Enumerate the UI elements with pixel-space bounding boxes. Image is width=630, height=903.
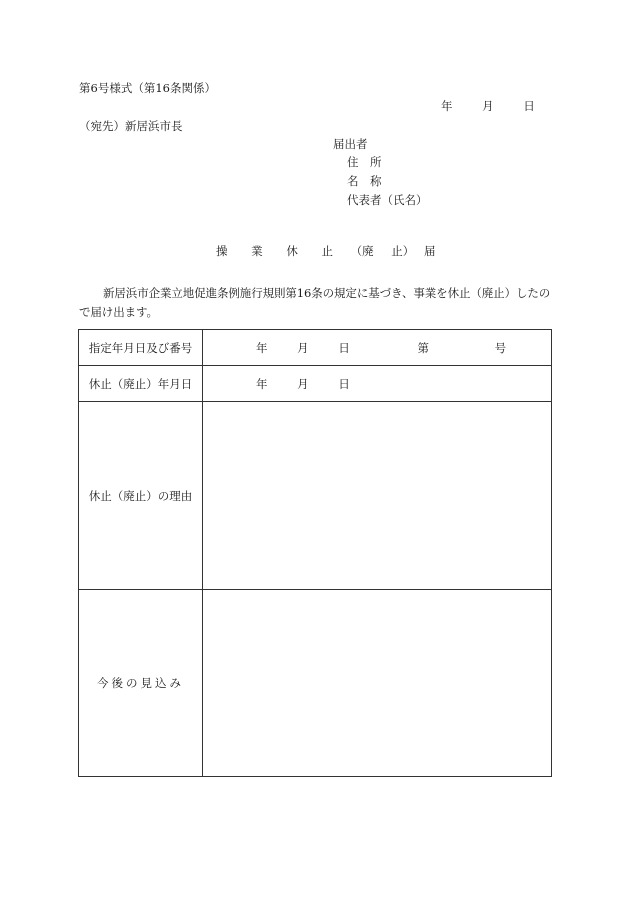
- title-char: 届: [423, 244, 436, 258]
- suspension-date-label: 休止（廃止）年月日: [79, 366, 203, 402]
- addressee: （宛先）新居浜市長: [79, 119, 183, 133]
- title-char: 業: [251, 244, 263, 258]
- date-month-label: 月: [482, 99, 494, 113]
- title-char: 止）: [391, 244, 415, 258]
- name-label: 名 称: [347, 174, 382, 188]
- row1-year: 年: [256, 340, 268, 355]
- table-row: [79, 590, 552, 777]
- notification-table: [78, 329, 552, 777]
- date-year-label: 年: [441, 99, 453, 113]
- date-day-label: 日: [523, 99, 535, 113]
- suspension-reason-label: 休止（廃止）の理由: [79, 402, 203, 590]
- representative-label: 代表者（氏名）: [347, 193, 428, 207]
- row1-number-suffix: 号: [494, 340, 507, 355]
- title-char: 休: [286, 244, 298, 258]
- title-char: 止: [321, 244, 333, 258]
- form-number-label: 第6号様式（第16条関係）: [79, 81, 216, 95]
- document-title: [216, 246, 435, 258]
- outlook-field[interactable]: [203, 590, 552, 777]
- outlook-label: 今後の見込み: [79, 590, 203, 777]
- suspension-reason-field[interactable]: [203, 402, 552, 590]
- row1-month: 月: [297, 340, 309, 355]
- designation-date-number-label: 指定年月日及び番号: [79, 330, 203, 366]
- notifier-heading: 届出者: [333, 137, 368, 151]
- title-char: （廃: [350, 244, 374, 258]
- row1-day: 日: [338, 340, 350, 355]
- suspension-date-field[interactable]: [203, 366, 552, 402]
- row2-year: 年: [256, 376, 268, 391]
- row1-number-prefix: 第: [417, 340, 429, 355]
- submission-date: [441, 101, 535, 113]
- title-char: 操: [216, 244, 228, 258]
- row2-day: 日: [338, 376, 350, 391]
- table-row: [79, 330, 552, 366]
- designation-date-number-field[interactable]: [203, 330, 552, 366]
- table-row: [79, 402, 552, 590]
- row2-month: 月: [297, 376, 309, 391]
- body-text: 新居浜市企業立地促進条例施行規則第16条の規定に基づき、事業を休止（廃止）したので届け出ます。: [79, 286, 551, 319]
- address-label: 住 所: [347, 155, 382, 169]
- table-row: [79, 366, 552, 402]
